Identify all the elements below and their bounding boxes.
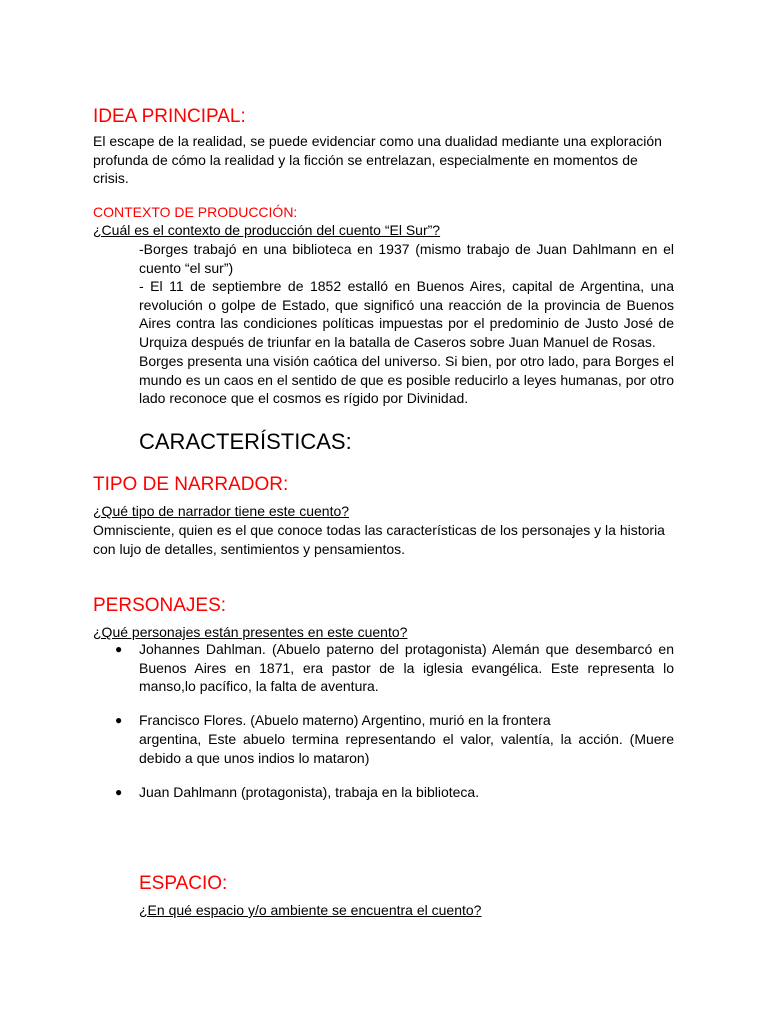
narrador-heading: TIPO DE NARRADOR: — [93, 474, 289, 495]
personajes-heading: PERSONAJES: — [93, 595, 227, 616]
contexto-heading: CONTEXTO DE PRODUCCIÓN: — [93, 204, 298, 220]
narrador-question: ¿Qué tipo de narrador tiene este cuento? — [93, 503, 350, 519]
espacio-heading: ESPACIO: — [139, 873, 228, 894]
personaje-item-francisco-cont: argentina, Este abuelo termina representando el valor, valentía, la acción. (Muere debido a que unos indios lo mataron) — [139, 731, 674, 766]
idea-principal-heading: IDEA PRINCIPAL: — [93, 106, 246, 127]
personaje-item-johannes: Johannes Dahlman. (Abuelo paterno del protagonista) Alemán que desembarcó en Buenos Aires en 1871, era pastor de la iglesia evangélica. Este representa lo manso,lo pacífico, la falta de aventura. — [139, 641, 674, 694]
personaje-item-juan: Juan Dahlmann (protagonista), trabaja en la biblioteca. — [139, 784, 480, 800]
narrador-text: Omnisciente, quien es el que conoce todas las características de los personajes y la historia con lujo de detalles, sentimientos y pensamientos. — [93, 522, 665, 557]
contexto-paragraph-3: Borges presenta una visión caótica del universo. Si bien, por otro lado, para Borges el mundo es un caos en el sentido de que es posible reducirlo a leyes humanas, por otro lado reconoce que el cosmos es rígido por Divinidad. — [139, 353, 674, 406]
espacio-question: ¿En qué espacio y/o ambiente se encuentra el cuento? — [139, 902, 482, 918]
idea-principal-text: El escape de la realidad, se puede evidenciar como una dualidad mediante una exploración profunda de cómo la realidad y la ficción se entrelazan, especialmente en momentos de crisis. — [93, 133, 662, 186]
personaje-item-francisco: Francisco Flores. (Abuelo materno) Argentino, murió en la frontera — [139, 712, 551, 728]
contexto-paragraph-1: -Borges trabajó en una biblioteca en 1937 (mismo trabajo de Juan Dahlmann en el cuento “el sur”) — [139, 241, 674, 276]
bullet-icon: ● — [115, 785, 123, 799]
caracteristicas-heading: CARACTERÍSTICAS: — [139, 429, 352, 454]
bullet-icon: ● — [115, 642, 123, 656]
contexto-paragraph-2: - El 11 de septiembre de 1852 estalló en Buenos Aires, capital de Argentina, una revolución o golpe de Estado, que significó una reacción de la provincia de Buenos Aires contra las condiciones políticas impuestas por el predominio de Justo José de Urquiza después de triunfar en la batalla de Caseros sobre Juan Manuel de Rosas. — [139, 278, 674, 350]
personajes-question: ¿Qué personajes están presentes en este cuento? — [93, 624, 408, 640]
contexto-question: ¿Cuál es el contexto de producción del cuento “El Sur”? — [93, 222, 441, 238]
bullet-icon: ● — [115, 713, 123, 727]
